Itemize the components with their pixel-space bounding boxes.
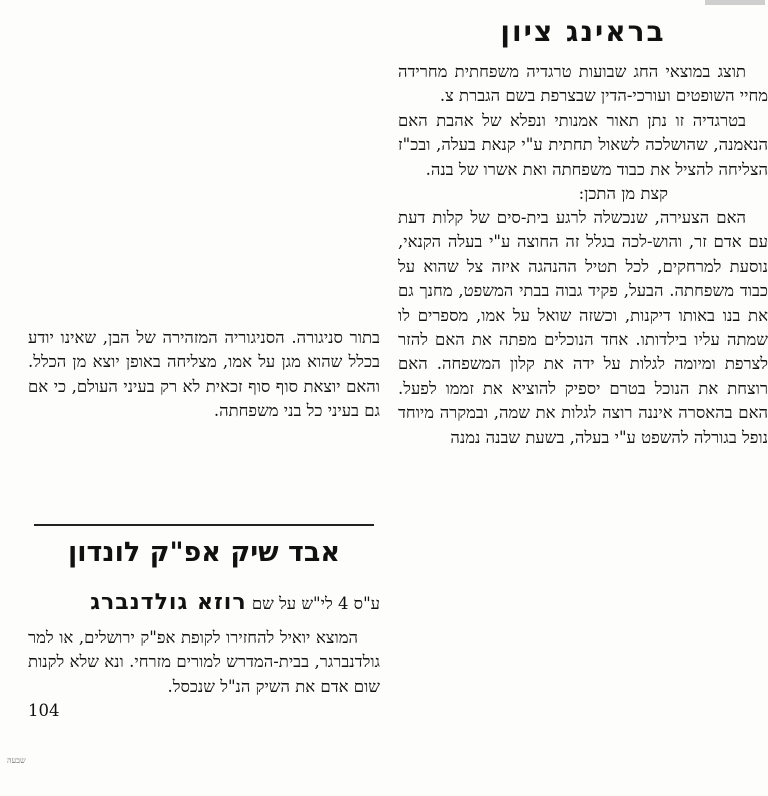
lost-check-byline [28, 588, 380, 619]
byline-name: רוזא גולדנברג [90, 590, 247, 615]
article-title: בראינג ציון [500, 15, 666, 48]
ad-reference-number: 104 [28, 701, 60, 721]
article-cinema-zion [398, 0, 768, 796]
article-paragraph: האם הצעירה, שנכשלה לרגע בית-סים של קלות דעת עם אדם זר, והוש-לכה בגלל זה החוצה ע"י בעלה הקנאי, נוסעת למרחקים, לכל תטיל ההנהגה איזה צל שהוא על כבוד משפחתה. הבעל, פקיד גבוה בבתי המשפט, מחנך גם את בנו באותו דיקנות, וכשזה שואל על אמו, מספרים לו שמתה עליו בילדותו. אחד הנוכלים מפתה את האם להזר לצרפת ומיומה לגלות על ידה את קלון המשפחה. האם רוצחת את הנוכל בטרם יספיק להוציא את זממו לפעל. האם בהאסרה איננה רוצה לגלות את שמה, ובמקרה מיוחד נופל בגורלה להשפט ע"י בעלה, בשעת שבנה נמנה [398, 208, 768, 447]
lost-check-body [28, 626, 380, 724]
lost-check-paragraph: המוצא יואיל להחזירו לקופת אפ"ק ירושלים, או למר גולדנברגר, בבית-המדרש למורים מזרחי. ונא שלא לקנות שום אדם את השיק הנ"ל שנכסל. [28, 628, 380, 696]
lost-check-title: אבד שיק אפ"ק לונדון [67, 537, 341, 568]
article-continuation [28, 326, 380, 424]
margin-note: שבעה [7, 756, 26, 765]
byline-prefix: ע"ס 4 לי"ש על שם [251, 594, 380, 613]
section-divider [34, 524, 374, 526]
continuation-paragraph: בתור סניגורה. הסניגוריה המזהירה של הבן, שאינו יודע בכלל שהוא מגן על אמו, מצליחה באופן יוצא מן הכלל. והאם יוצאת סוף סוף זכאית לא רק בעיני העולם, כי אם גם בעיני כל בני משפחתה. [28, 328, 380, 421]
article-paragraph: תוצג במוצאי החג שבועות טרגדיה משפחתית מחרידה מחיי השופטים ועורכי-הדין שבצרפת בשם הגברת צ. [398, 62, 768, 106]
article-paragraph: בטרגדיה זו נתן תאור אמנותי ונפלא של אהבת האם הנאמנה, שהושלכה לשאול תחתית ע"י קנאת בעלה, ובכ"ז הצליחה להציל את כבוד משפחתה ואת אשרו של בנה. [398, 110, 768, 179]
article-subheading: קצת מן התכן: [578, 184, 668, 204]
